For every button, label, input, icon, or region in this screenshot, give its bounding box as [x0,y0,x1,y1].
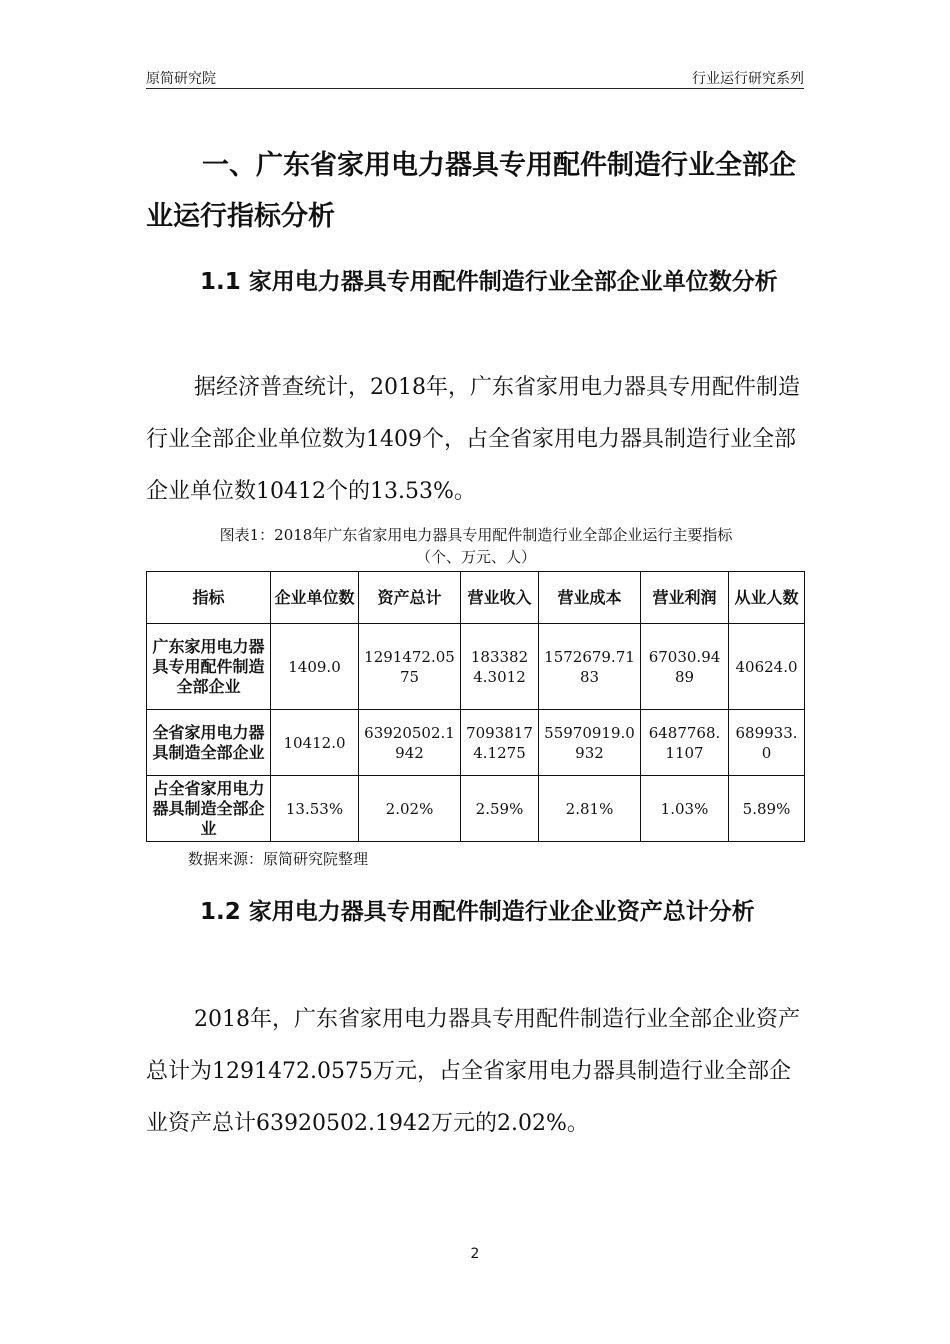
cell-value: 1291472.0575 [359,624,461,710]
cell-value: 2.02% [359,776,461,842]
cell-value: 67030.9489 [641,624,729,710]
caption-title: 图表1：2018年广东省家用电力器具专用配件制造行业全部企业运行主要指标 [219,526,733,544]
cell-value: 1.03% [641,776,729,842]
col-header: 指标 [147,572,271,624]
cell-value: 40624.0 [729,624,805,710]
indicator-table [146,571,805,842]
row-label: 占全省家用电力器具制造全部企业 [147,776,271,842]
table-row [147,624,805,710]
cell-value: 1409.0 [271,624,359,710]
col-header: 营业利润 [641,572,729,624]
caption-units: （个、万元、人） [415,548,536,566]
cell-value: 2.59% [461,776,539,842]
table-row [147,776,805,842]
header-series: 行业运行研究系列 [692,71,804,87]
col-header: 营业收入 [461,572,539,624]
col-header: 从业人数 [729,572,805,624]
cell-value: 55970919.0932 [539,710,641,776]
cell-value: 6487768.1107 [641,710,729,776]
cell-value: 63920502.1942 [359,710,461,776]
cell-value: 13.53% [271,776,359,842]
section-1-2-heading: 1.2 家用电力器具专用配件制造行业企业资产总计分析 [200,899,755,925]
table-row [147,710,805,776]
table-source: 数据来源：原简研究院整理 [188,850,369,868]
col-header: 企业单位数 [271,572,359,624]
cell-value: 689933.0 [729,710,805,776]
cell-value: 70938174.1275 [461,710,539,776]
page-number: 2 [470,1246,480,1262]
cell-value: 5.89% [729,776,805,842]
header-rule [146,88,804,89]
row-label: 全省家用电力器具制造全部企业 [147,710,271,776]
row-label: 广东家用电力器具专用配件制造全部企业 [147,624,271,710]
cell-value: 2.81% [539,776,641,842]
section-1-1-paragraph: 据经济普查统计，2018年，广东省家用电力器具专用配件制造行业全部企业单位数为1409个，占全省家用电力器具制造行业全部企业单位数10412个的13.53%。 [146,375,800,504]
cell-value: 10412.0 [271,710,359,776]
col-header: 资产总计 [359,572,461,624]
section-1-1-heading: 1.1 家用电力器具专用配件制造行业全部企业单位数分析 [200,269,778,295]
section-1-2-paragraph: 2018年，广东省家用电力器具专用配件制造行业全部企业资产总计为1291472.0575万元，占全省家用电力器具制造行业全部企业资产总计63920502.1942万元的2.02%。 [146,1007,800,1136]
chapter-heading: 一、广东省家用电力器具专用配件制造行业全部企业运行指标分析 [146,150,796,232]
table-caption [146,524,806,568]
table-header-row [147,572,805,624]
page-header [146,66,804,90]
col-header: 营业成本 [539,572,641,624]
cell-value: 1833824.3012 [461,624,539,710]
header-org: 原简研究院 [146,71,216,87]
cell-value: 1572679.7183 [539,624,641,710]
